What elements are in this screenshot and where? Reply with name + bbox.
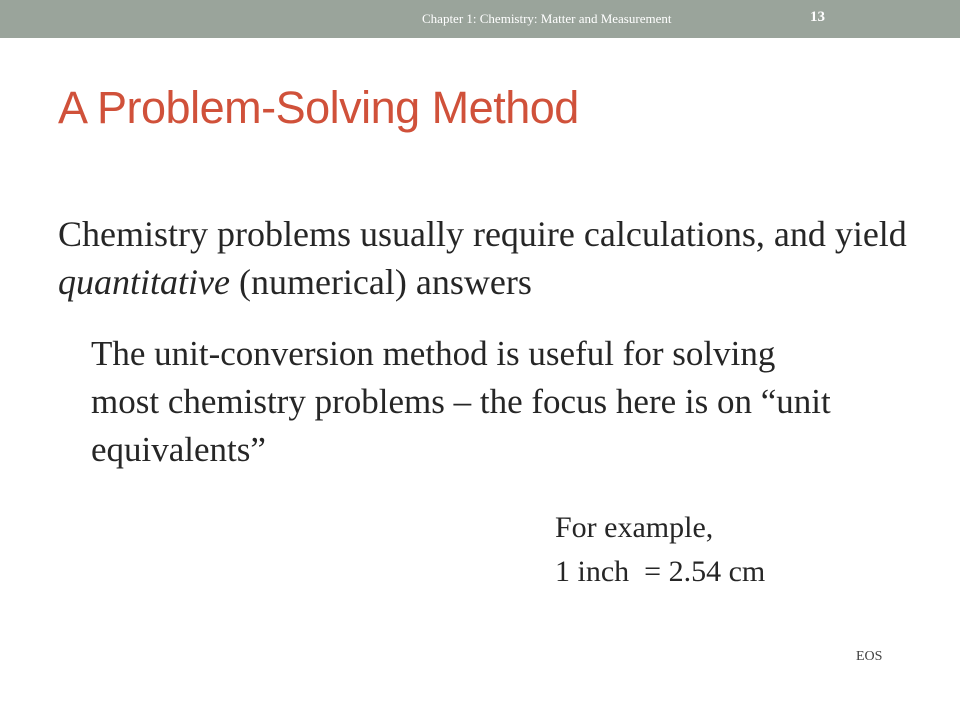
bullet-calculations-text-end: (numerical) answers xyxy=(229,262,532,302)
bullet-calculations xyxy=(58,210,918,306)
example-block xyxy=(555,506,765,594)
chapter-title: Chapter 1: Chemistry: Matter and Measurement xyxy=(422,11,672,26)
example-equivalence: 1 inch = 2.54 cm xyxy=(555,555,766,588)
bullet-unit-conversion: The unit-conversion method is useful for solving most chemistry problems – the focus here is on “unit equivalents” xyxy=(91,334,831,469)
example-intro: For example, xyxy=(555,511,714,544)
bullet-calculations-text: Chemistry problems usually require calculations, and yield xyxy=(58,214,907,254)
slide-title: A Problem-Solving Method xyxy=(58,82,579,133)
footer-note: EOS xyxy=(856,649,883,664)
quantitative-emphasis: quantitative xyxy=(58,262,230,302)
header-bar xyxy=(0,0,960,38)
page-number: 13 xyxy=(810,9,825,25)
